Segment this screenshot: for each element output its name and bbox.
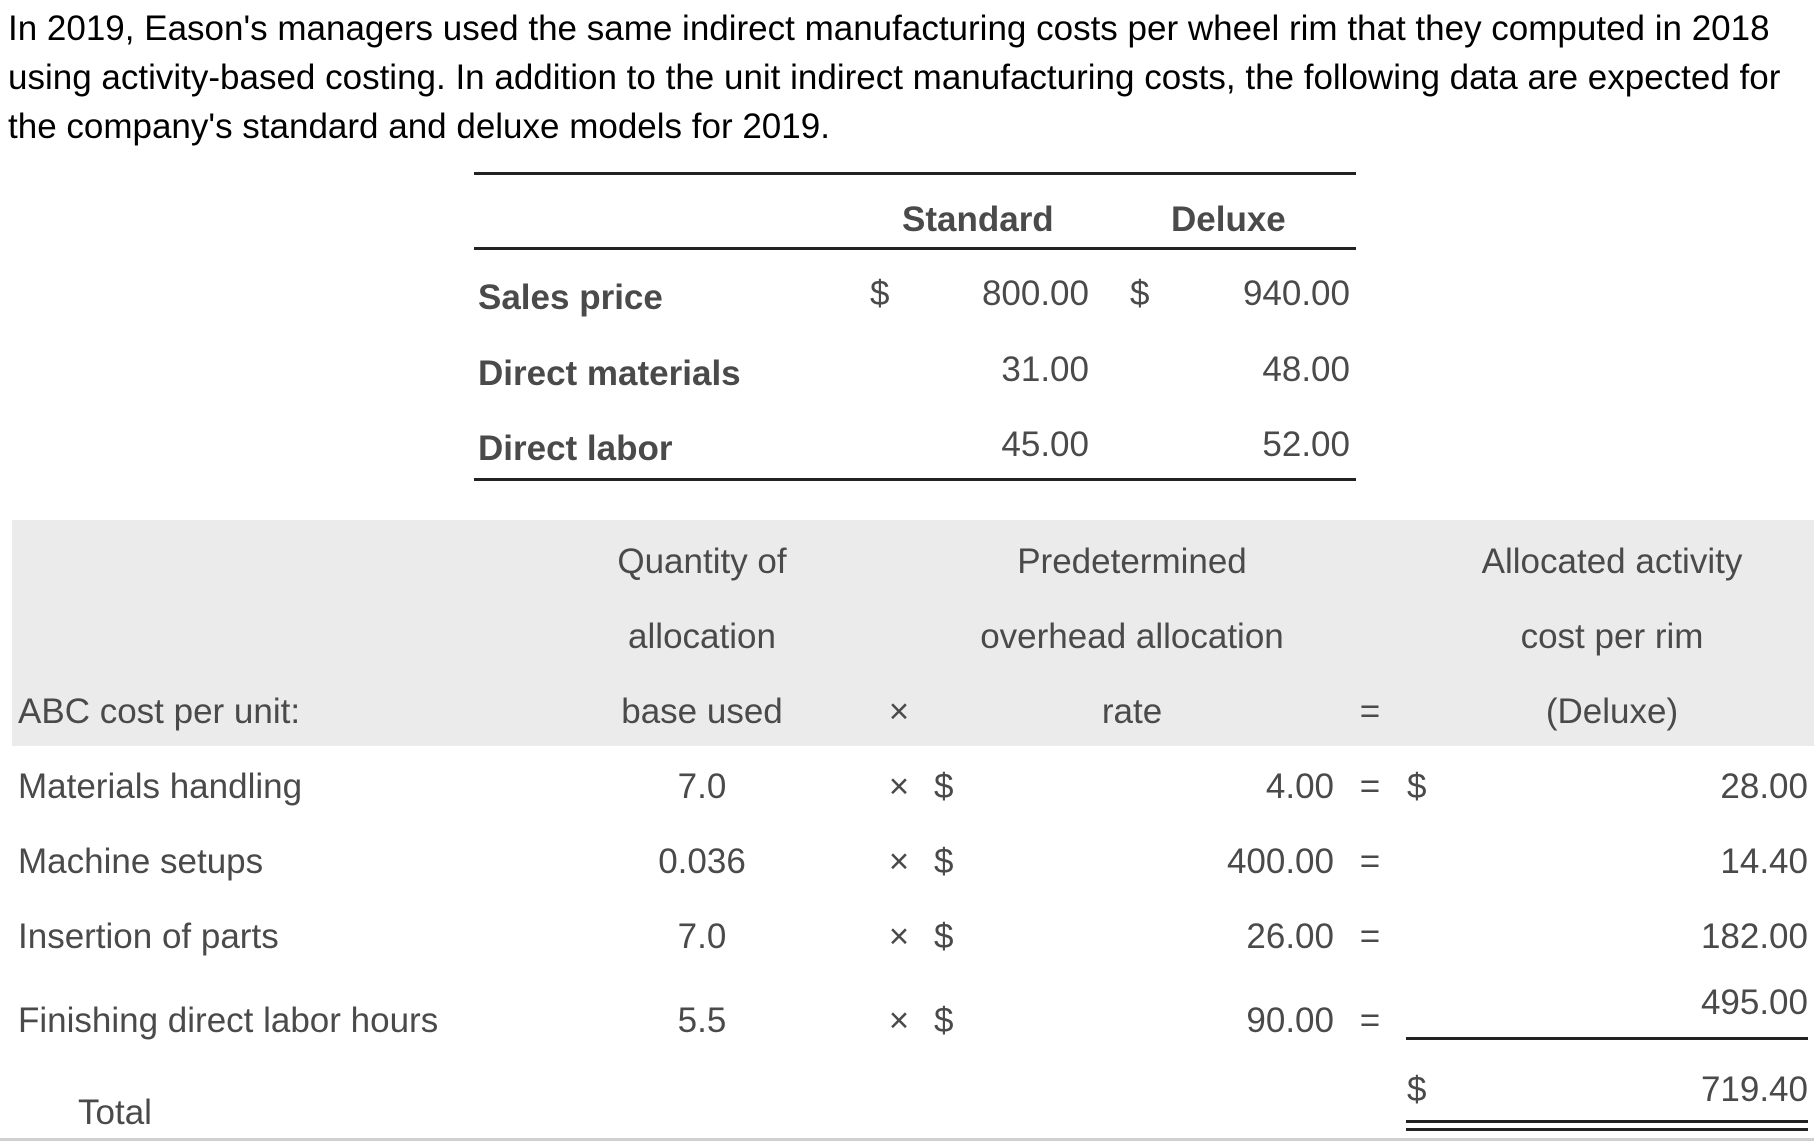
equals-symbol: = bbox=[1359, 692, 1381, 731]
quantity-header-line2: allocation bbox=[628, 617, 776, 656]
row-label: Machine setups bbox=[18, 842, 264, 881]
row-label: Insertion of parts bbox=[18, 917, 279, 956]
deluxe-value: 940.00 bbox=[1242, 274, 1350, 313]
row-label: Materials handling bbox=[18, 767, 303, 806]
total-label: Total bbox=[78, 1093, 152, 1132]
rate-value: 26.00 bbox=[1246, 917, 1334, 956]
allocated-cost-value: 14.40 bbox=[1720, 842, 1808, 881]
abc-cost-table bbox=[12, 520, 1814, 1146]
equals-symbol: = bbox=[1359, 842, 1381, 881]
row-label: Direct materials bbox=[478, 354, 741, 393]
rate-header-line2: overhead allocation bbox=[980, 617, 1284, 656]
standard-value: 45.00 bbox=[1001, 425, 1089, 464]
equals-symbol: = bbox=[1359, 1001, 1381, 1040]
allocated-cost-value: 28.00 bbox=[1720, 767, 1808, 806]
quantity-value: 0.036 bbox=[658, 842, 746, 881]
times-symbol: × bbox=[888, 917, 910, 956]
allocated-header-line3: (Deluxe) bbox=[1545, 692, 1679, 731]
intro-paragraph: In 2019, Eason's managers used the same indirect manufacturing costs per wheel rim that they computed in 2018 using activity-based costing. In addition to the unit indirect manufacturing costs, the following data are expected for the company's standard and deluxe models for 2019. bbox=[8, 9, 1781, 146]
currency-symbol: $ bbox=[934, 1001, 954, 1040]
rate-header-line3: rate bbox=[1101, 692, 1163, 731]
quantity-header-line3: base used bbox=[621, 692, 783, 731]
currency-symbol: $ bbox=[934, 842, 954, 881]
equals-symbol: = bbox=[1359, 767, 1381, 806]
equals-symbol: = bbox=[1359, 917, 1381, 956]
quantity-value: 5.5 bbox=[677, 1001, 727, 1040]
total-value: 719.40 bbox=[1700, 1070, 1808, 1109]
times-symbol: × bbox=[888, 692, 910, 731]
rate-value: 4.00 bbox=[1265, 767, 1334, 806]
page-bottom-border bbox=[0, 1138, 1814, 1141]
table-row bbox=[474, 425, 1356, 475]
table-row bbox=[474, 350, 1356, 400]
allocated-header-line1: Allocated activity bbox=[1481, 542, 1743, 581]
currency-symbol: $ bbox=[1407, 767, 1427, 806]
currency-symbol: $ bbox=[870, 274, 890, 313]
rate-header-line1: Predetermined bbox=[1017, 542, 1247, 581]
times-symbol: × bbox=[888, 842, 910, 881]
rate-value: 400.00 bbox=[1226, 842, 1334, 881]
currency-symbol: $ bbox=[1407, 1070, 1427, 1109]
total-double-underline-bottom bbox=[1406, 1128, 1808, 1131]
rate-value: 90.00 bbox=[1246, 1001, 1334, 1040]
row-label: Sales price bbox=[478, 278, 663, 317]
currency-symbol: $ bbox=[934, 767, 954, 806]
standard-value: 31.00 bbox=[1001, 350, 1089, 389]
row-label: Direct labor bbox=[478, 429, 673, 468]
quantity-value: 7.0 bbox=[677, 917, 727, 956]
row-label: Finishing direct labor hours bbox=[18, 1001, 439, 1040]
standard-value: 800.00 bbox=[981, 274, 1089, 313]
header-rule bbox=[474, 247, 1356, 250]
allocated-cost-value: 495.00 bbox=[1700, 983, 1808, 1022]
subtotal-underline bbox=[1406, 1037, 1808, 1040]
table-top-rule bbox=[474, 172, 1356, 175]
quantity-value: 7.0 bbox=[677, 767, 727, 806]
deluxe-value: 48.00 bbox=[1262, 350, 1350, 389]
deluxe-value: 52.00 bbox=[1262, 425, 1350, 464]
allocated-cost-value: 182.00 bbox=[1700, 917, 1808, 956]
table-row bbox=[474, 274, 1356, 324]
header-standard: Standard bbox=[902, 200, 1054, 239]
product-data-table bbox=[474, 172, 1356, 482]
header-deluxe: Deluxe bbox=[1171, 200, 1286, 239]
times-symbol: × bbox=[888, 767, 910, 806]
table-bottom-rule bbox=[474, 478, 1356, 481]
currency-symbol: $ bbox=[1130, 274, 1150, 313]
total-double-underline-top bbox=[1406, 1120, 1808, 1123]
abc-header-label: ABC cost per unit: bbox=[18, 692, 301, 731]
currency-symbol: $ bbox=[934, 917, 954, 956]
quantity-header-line1: Quantity of bbox=[617, 542, 787, 581]
times-symbol: × bbox=[888, 1001, 910, 1040]
allocated-header-line2: cost per rim bbox=[1520, 617, 1704, 656]
